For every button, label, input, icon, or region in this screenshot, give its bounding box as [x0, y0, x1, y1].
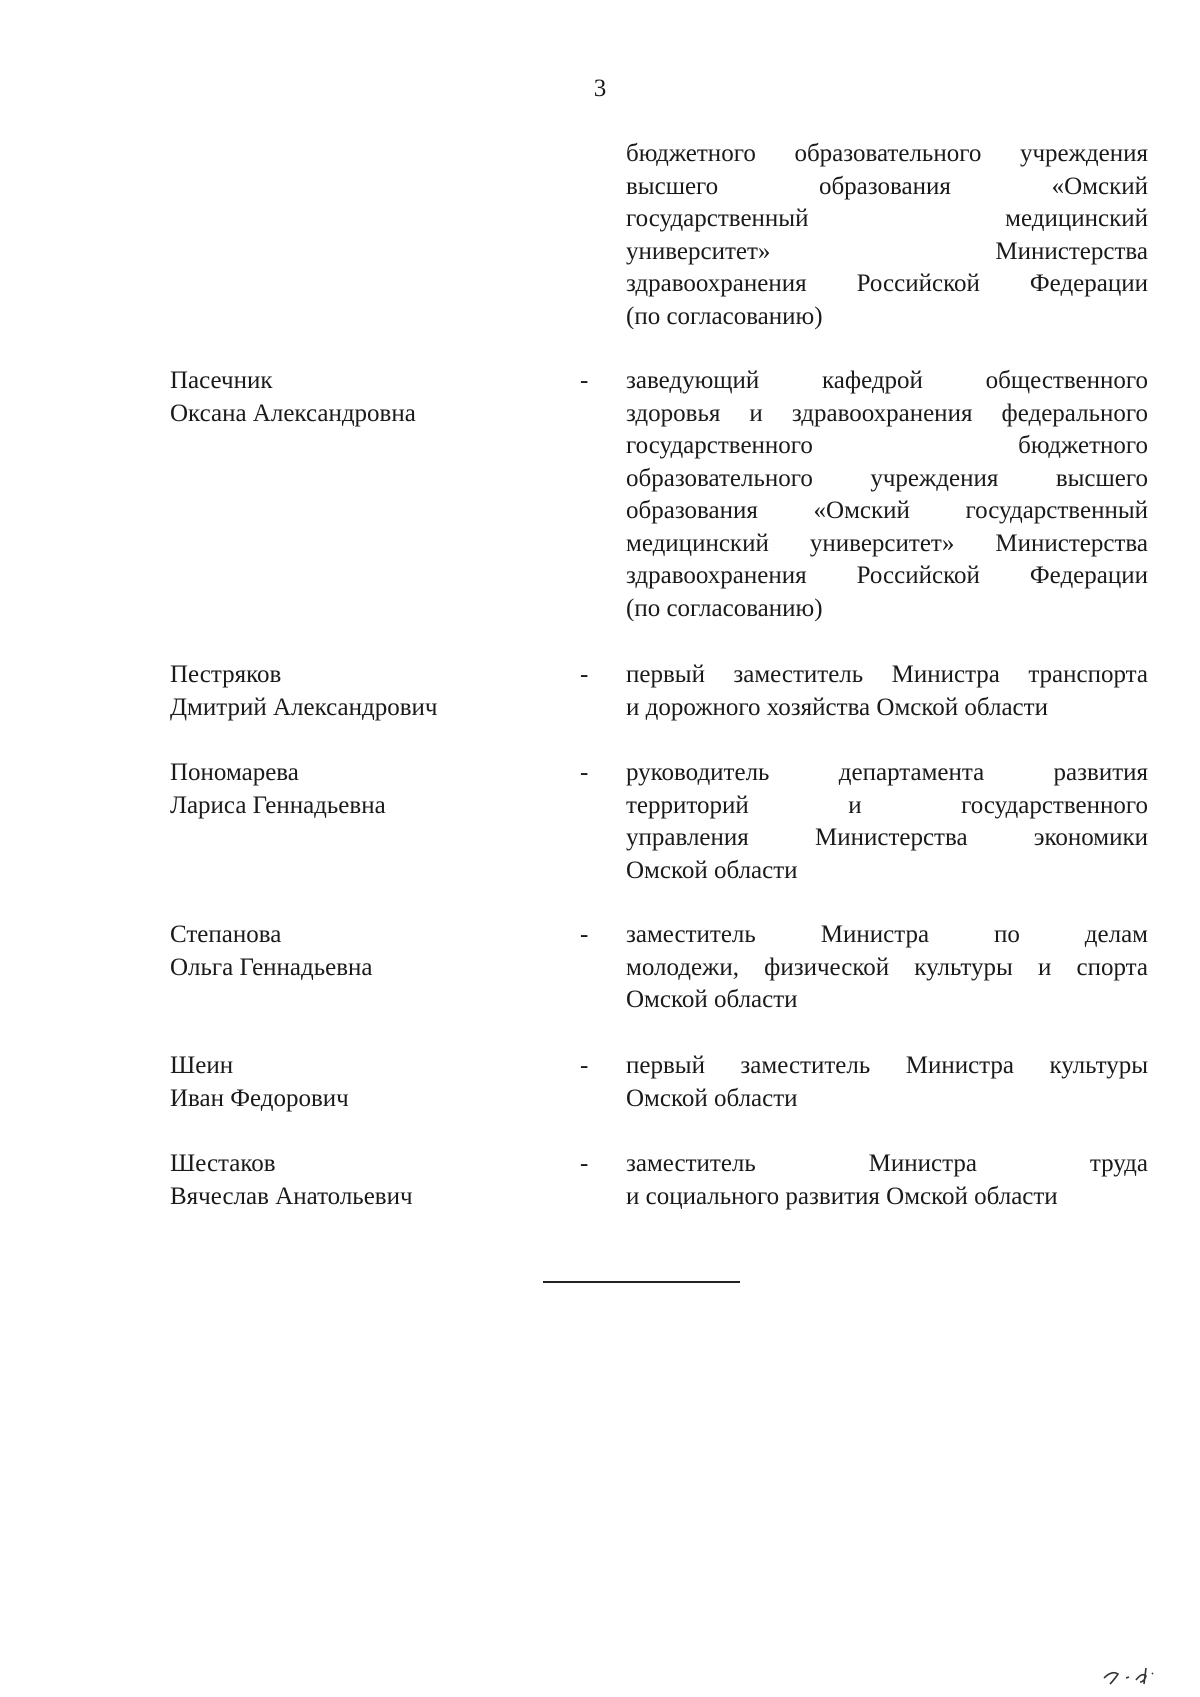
member-given-names: Вячеслав Анатольевич — [170, 1182, 413, 1210]
member-name — [170, 659, 570, 724]
member-position — [626, 1148, 1148, 1213]
position-line: образовательного учреждения высшего — [626, 464, 1148, 492]
position-line: здоровья и здравоохранения федерального — [626, 399, 1148, 427]
position-line: и дорожного хозяйства Омской области — [626, 693, 1048, 721]
member-position — [626, 659, 1148, 724]
member-name — [170, 757, 570, 822]
member-surname: Степанова — [170, 921, 282, 948]
position-line: заместитель Министра по делам — [626, 921, 1148, 948]
member-given-names: Дмитрий Александрович — [170, 693, 438, 721]
member-position — [626, 365, 1148, 625]
position-line: руководитель департамента развития — [626, 759, 1148, 786]
dash-separator: - — [580, 1052, 589, 1079]
closing-rule — [543, 1281, 740, 1283]
member-name — [170, 1050, 570, 1115]
position-line: университет» Министерства — [626, 237, 1148, 265]
position-line: заместитель Министра труда — [626, 1150, 1148, 1177]
member-given-names: Иван Федорович — [170, 1084, 349, 1112]
member-name — [170, 1148, 570, 1213]
position-line: Омской области — [626, 856, 798, 884]
position-line: бюджетного образовательного учреждения — [626, 140, 1148, 167]
member-surname: Пестряков — [170, 661, 282, 688]
position-line: молодежи, физической культуры и спорта — [626, 953, 1148, 981]
member-surname: Шестаков — [170, 1150, 276, 1177]
position-line: (по согласованию) — [626, 302, 823, 330]
position-line: медицинский университет» Министерства — [626, 529, 1148, 557]
dash-separator: - — [580, 367, 589, 394]
position-line: (по согласованию) — [626, 594, 823, 622]
member-given-names: Ольга Геннадьевна — [170, 953, 373, 981]
member-surname: Шеин — [170, 1052, 234, 1079]
handwritten-mark — [1100, 1658, 1170, 1688]
position-line: Омской области — [626, 986, 798, 1013]
position-line: заведующий кафедрой общественного — [626, 367, 1148, 394]
position-line: здравоохранения Российской Федерации — [626, 562, 1148, 589]
page-number: 3 — [593, 75, 607, 102]
position-line: высшего образования «Омский — [626, 172, 1148, 200]
position-line: образования «Омский государственный — [626, 497, 1148, 524]
position-line: государственный медицинский — [626, 205, 1148, 232]
dash-separator: - — [580, 759, 589, 786]
member-name — [170, 365, 570, 430]
member-surname: Пономарева — [170, 759, 299, 786]
member-name — [170, 919, 570, 984]
member-position — [626, 919, 1148, 1017]
position-line: здравоохранения Российской Федерации — [626, 270, 1148, 297]
position-line: территорий и государственного — [626, 791, 1148, 819]
dash-separator: - — [580, 921, 589, 948]
position-line: государственного бюджетного — [626, 432, 1148, 459]
position-line: Омской области — [626, 1084, 798, 1112]
position-line: управления Министерства экономики — [626, 824, 1148, 851]
dash-separator: - — [580, 661, 589, 688]
member-given-names: Оксана Александровна — [170, 399, 416, 427]
continuation-position — [626, 138, 1148, 333]
member-position — [626, 757, 1148, 887]
position-line: первый заместитель Министра транспорта — [626, 661, 1148, 688]
position-line: и социального развития Омской области — [626, 1182, 1058, 1210]
member-given-names: Лариса Геннадьевна — [170, 791, 386, 819]
dash-separator: - — [580, 1150, 589, 1177]
position-line: первый заместитель Министра культуры — [626, 1052, 1148, 1079]
member-position — [626, 1050, 1148, 1115]
member-surname: Пасечник — [170, 367, 273, 394]
